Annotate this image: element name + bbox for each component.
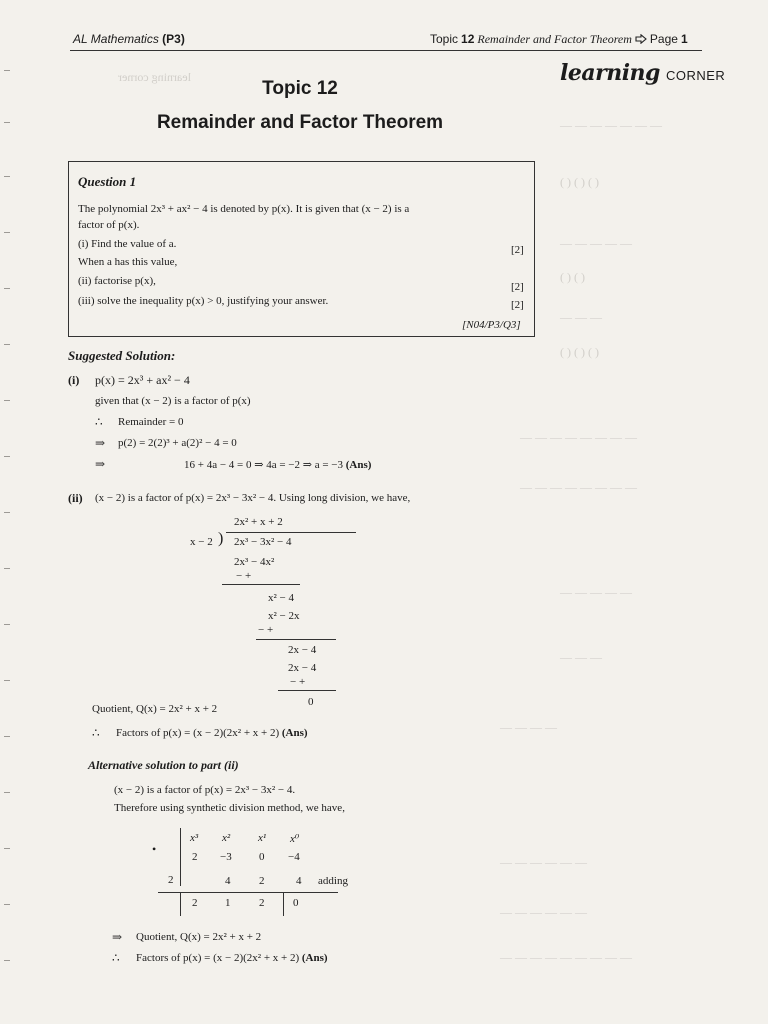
alt-line1: (x − 2) is a factor of p(x) = 2x³ − 3x² − 4.	[114, 784, 296, 796]
page-title-line1: Topic 12	[262, 78, 338, 99]
question-reference: [N04/P3/Q3]	[462, 319, 521, 331]
ld-step2: x² − 2x	[268, 610, 300, 622]
scan-dot: •	[152, 842, 157, 856]
question-heading: Question 1	[78, 174, 137, 189]
question-part-ii: (ii) factorise p(x),	[78, 275, 156, 287]
therefore-symbol: ∴	[92, 726, 100, 740]
header-course-name: AL Mathematics	[73, 32, 159, 46]
question-part-i: (i) Find the value of a.	[78, 238, 177, 250]
factors-line	[116, 727, 308, 739]
synth-coef-0: 2	[192, 851, 198, 863]
ld-remainder1: x² − 4	[268, 592, 295, 604]
synth-coef-2: 0	[259, 851, 265, 863]
arrow-right-outline-icon	[635, 32, 650, 46]
synth-add-1: 2	[259, 875, 265, 887]
ld-bar	[226, 532, 356, 533]
implies-symbol: ⇒	[95, 457, 106, 471]
therefore-symbol: ∴	[95, 415, 103, 429]
ld-rule2	[256, 639, 336, 640]
solution-i-working: 16 + 4a − 4 = 0 ⇒ 4a = −2 ⇒ a = −3	[184, 459, 344, 471]
logo-script: learning	[560, 60, 660, 86]
synth-remainder: 0	[293, 897, 299, 909]
synth-hrule	[158, 892, 338, 893]
ld-dividend: 2x³ − 3x² − 4	[234, 536, 292, 548]
ld-step1: 2x³ − 4x²	[234, 556, 275, 568]
ld-step3-signs: − +	[290, 676, 306, 688]
synth-remainder-bar	[283, 892, 284, 916]
ld-step3: 2x − 4	[288, 662, 317, 674]
question-part-iii-marks: [2]	[511, 299, 524, 311]
ld-rule3	[278, 690, 336, 691]
solution-i-line4: p(2) = 2(2)³ + a(2)² − 4 = 0	[118, 437, 237, 449]
ld-bracket: )	[218, 530, 224, 547]
question-part-iii: (iii) solve the inequality p(x) > 0, justifying your answer.	[78, 295, 329, 307]
header-topic-title: Remainder and Factor Theorem	[477, 32, 632, 46]
synth-adding-label: adding	[318, 875, 348, 887]
synth-header-x2: x²	[222, 832, 231, 844]
synth-header-x0: x⁰	[290, 833, 300, 845]
header-topic-num: 12	[461, 32, 475, 46]
solution-i-line5	[184, 458, 371, 471]
question-line2: factor of p(x).	[78, 219, 140, 231]
question-when: When a has this value,	[78, 256, 178, 268]
synth-coef-1: −3	[220, 851, 232, 863]
header-topic-word: Topic	[430, 32, 459, 46]
therefore-symbol: ∴	[112, 951, 120, 965]
ld-step1-signs: − +	[236, 570, 252, 582]
alt-heading: Alternative solution to part (ii)	[88, 758, 239, 772]
alt-quotient: Quotient, Q(x) = 2x² + x + 2	[136, 931, 262, 943]
synth-header-x1: x¹	[258, 832, 267, 844]
ld-remainder3: 0	[308, 696, 314, 708]
solution-i-line2: given that (x − 2) is a factor of p(x)	[95, 395, 251, 407]
answer-tag: (Ans)	[281, 727, 308, 739]
header-topic	[430, 32, 688, 47]
quotient-line: Quotient, Q(x) = 2x² + x + 2	[92, 703, 218, 715]
synth-header-x3: x³	[190, 832, 199, 844]
synth-result-0: 2	[192, 897, 198, 909]
header-rule	[70, 50, 702, 51]
synth-add-0: 4	[225, 875, 231, 887]
question-line1: The polynomial 2x³ + ax² − 4 is denoted by p(x). It is given that (x − 2) is a	[78, 203, 410, 215]
synth-coef-3: −4	[288, 851, 300, 863]
question-part-i-marks: [2]	[511, 244, 524, 256]
factors-text: Factors of p(x) = (x − 2)(2x² + x + 2)	[116, 727, 280, 739]
ld-step2-signs: − +	[258, 624, 274, 636]
solution-i-label: (i)	[68, 373, 80, 387]
synth-result-2: 2	[259, 897, 265, 909]
solution-i-line3: Remainder = 0	[118, 416, 184, 428]
synth-lower-bar	[180, 892, 181, 916]
ld-divisor: x − 2	[190, 536, 213, 548]
solution-ii-line1: (x − 2) is a factor of p(x) = 2x³ − 3x² − 4. Using long division, we have,	[95, 492, 411, 504]
synth-left-bar	[180, 828, 181, 886]
ld-quotient: 2x² + x + 2	[234, 516, 283, 528]
header-page-num: 1	[680, 32, 688, 46]
ld-rule1	[222, 584, 300, 585]
page-title-line2: Remainder and Factor Theorem	[156, 112, 444, 133]
answer-tag: (Ans)	[345, 459, 372, 471]
solution-ii-label: (ii)	[68, 491, 83, 505]
implies-symbol: ⇒	[95, 436, 106, 450]
ld-remainder2: 2x − 4	[288, 644, 317, 656]
alt-factors-line	[136, 952, 328, 964]
alt-line2: Therefore using synthetic division method, we have,	[114, 802, 345, 814]
alt-factors-text: Factors of p(x) = (x − 2)(2x² + x + 2)	[136, 952, 300, 964]
implies-symbol: ⇒	[112, 930, 123, 944]
logo-word: CORNER	[665, 68, 726, 83]
answer-tag: (Ans)	[301, 952, 328, 964]
synth-result-1: 1	[225, 897, 231, 909]
synth-add-2: 4	[296, 875, 302, 887]
header-page-label: Page	[649, 32, 678, 46]
question-part-ii-marks: [2]	[511, 281, 524, 293]
solution-heading: Suggested Solution:	[68, 348, 176, 363]
header-paper: (P3)	[162, 32, 185, 46]
solution-i-line1: p(x) = 2x³ + ax² − 4	[95, 373, 190, 387]
header-course	[73, 32, 185, 46]
synth-divisor: 2	[168, 874, 174, 886]
